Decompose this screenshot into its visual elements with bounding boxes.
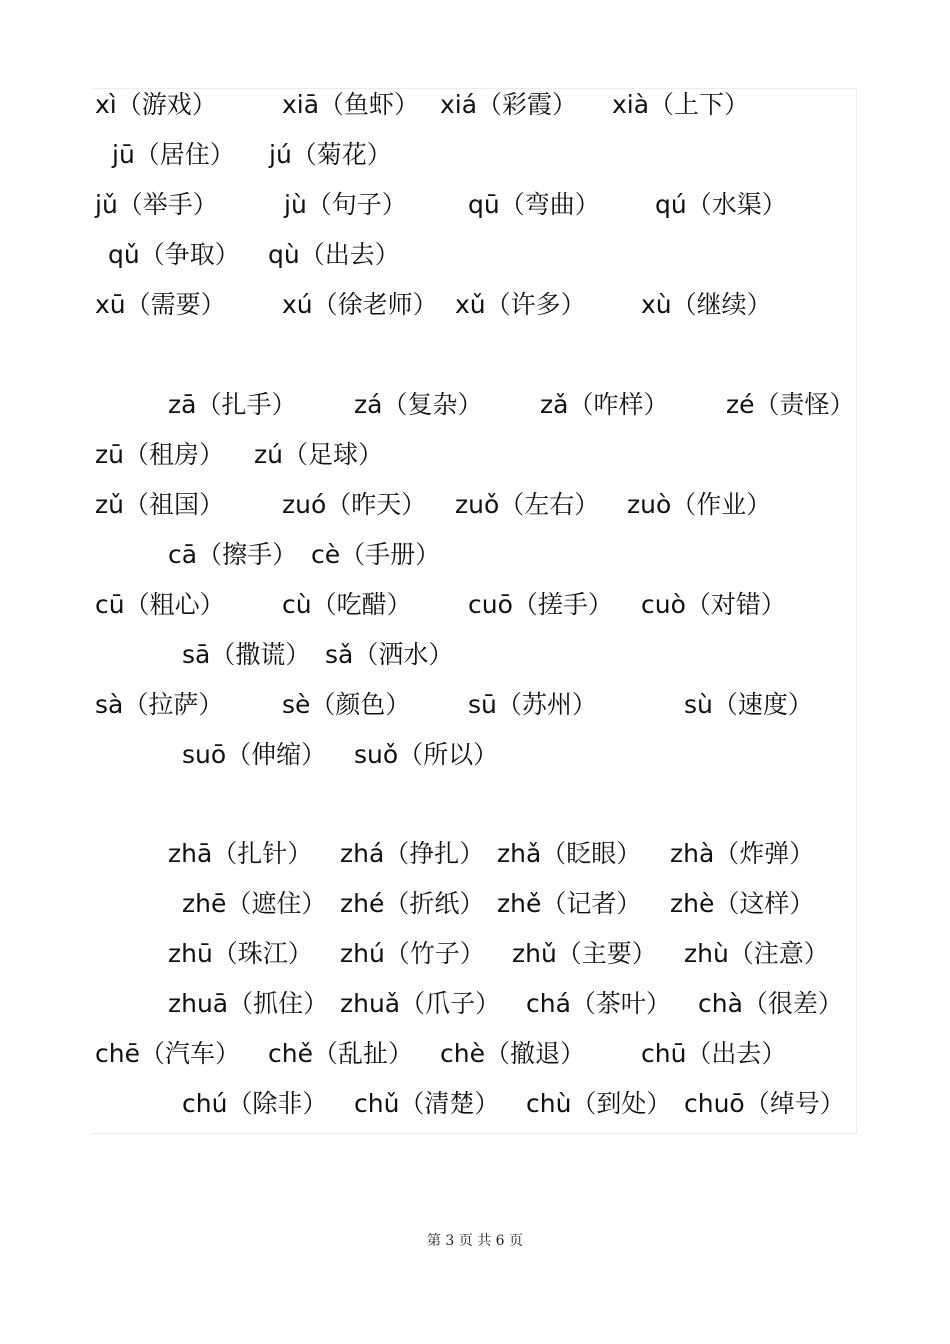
pinyin-word: zhà（炸弹） xyxy=(670,839,815,868)
pinyin-word: zhé（折纸） xyxy=(340,889,485,918)
pinyin-word: suō（伸缩） xyxy=(182,740,327,769)
pinyin-word: zǔ（祖国） xyxy=(95,490,224,519)
pinyin-word: sù（速度） xyxy=(684,690,813,719)
pinyin-word: sǎ（洒水） xyxy=(325,640,454,669)
pinyin-word: chǔ（清楚） xyxy=(354,1089,500,1118)
pinyin-word: zhè（这样） xyxy=(670,889,815,918)
pinyin-word: zhuā（抓住） xyxy=(168,989,329,1018)
pinyin-word: chù（到处） xyxy=(526,1089,672,1118)
pinyin-word: zé（责怪） xyxy=(726,390,855,419)
pinyin-word: zhú（竹子） xyxy=(340,939,485,968)
pinyin-word: sā（撒谎） xyxy=(182,640,311,669)
pinyin-word: zhě（记者） xyxy=(497,889,642,918)
pinyin-word: sà（拉萨） xyxy=(95,690,224,719)
pinyin-word: sè（颜色） xyxy=(282,690,411,719)
pinyin-word: zhuǎ（爪子） xyxy=(340,989,501,1018)
pinyin-word: jù（句子） xyxy=(284,190,407,219)
pinyin-word: zū（租房） xyxy=(95,440,224,469)
pinyin-word: xiá（彩霞） xyxy=(440,90,578,119)
pinyin-word: zuò（作业） xyxy=(627,490,772,519)
pinyin-word: jǔ（举手） xyxy=(95,190,218,219)
pinyin-word: chá（茶叶） xyxy=(526,989,671,1018)
pinyin-word: cuō（搓手） xyxy=(468,590,613,619)
pinyin-word: xū（需要） xyxy=(95,290,226,319)
pinyin-word: zhū（珠江） xyxy=(168,939,313,968)
pinyin-word: zuó（昨天） xyxy=(282,490,427,519)
pinyin-word: zhù（注意） xyxy=(684,939,829,968)
pinyin-word: xiā（鱼虾） xyxy=(282,90,420,119)
pinyin-word: qū（弯曲） xyxy=(468,190,600,219)
pinyin-word: chè（撤退） xyxy=(440,1039,585,1068)
pinyin-word: xì（游戏） xyxy=(95,90,217,119)
page-footer: 第 3 页 共 6 页 xyxy=(426,1233,524,1249)
pinyin-word: xǔ（许多） xyxy=(455,290,586,319)
pinyin-word: cù（吃醋） xyxy=(282,590,412,619)
pinyin-word: chě（乱扯） xyxy=(268,1039,413,1068)
pinyin-word: zǎ（咋样） xyxy=(540,390,669,419)
pinyin-word: zuǒ（左右） xyxy=(455,490,600,519)
pinyin-word: qù（出去） xyxy=(268,240,400,269)
pinyin-word: chū（出去） xyxy=(641,1039,787,1068)
pinyin-word: chē（汽车） xyxy=(95,1039,240,1068)
pinyin-word: zā（扎手） xyxy=(168,390,297,419)
pinyin-word: xú（徐老师） xyxy=(282,290,438,319)
pinyin-word: zhǔ（主要） xyxy=(512,939,657,968)
pinyin-word: sū（苏州） xyxy=(468,690,597,719)
pinyin-word: zhǎ（眨眼） xyxy=(497,839,642,868)
pinyin-word: zhē（遮住） xyxy=(182,889,327,918)
pinyin-word: xù（继续） xyxy=(641,290,772,319)
pinyin-word: chà（很差） xyxy=(698,989,843,1018)
pinyin-word: jū（居住） xyxy=(112,140,235,169)
pinyin-word: cè（手册） xyxy=(311,540,441,569)
pinyin-word: cā（擦手） xyxy=(168,540,298,569)
pinyin-word: chuō（绰号） xyxy=(684,1089,845,1118)
pinyin-word: qú（水渠） xyxy=(655,190,787,219)
pinyin-word: suǒ（所以） xyxy=(354,740,499,769)
pinyin-word: zhā（扎针） xyxy=(168,839,313,868)
pinyin-word: zú（足球） xyxy=(254,440,383,469)
pinyin-word: cuò（对错） xyxy=(641,590,786,619)
pinyin-word: xià（上下） xyxy=(612,90,750,119)
pinyin-word: zhá（挣扎） xyxy=(340,839,485,868)
pinyin-word: cū（粗心） xyxy=(95,590,225,619)
pinyin-word: jú（菊花） xyxy=(269,140,392,169)
pinyin-word: qǔ（争取） xyxy=(108,240,240,269)
pinyin-word: zá（复杂） xyxy=(354,390,483,419)
pinyin-word: chú（除非） xyxy=(182,1089,328,1118)
